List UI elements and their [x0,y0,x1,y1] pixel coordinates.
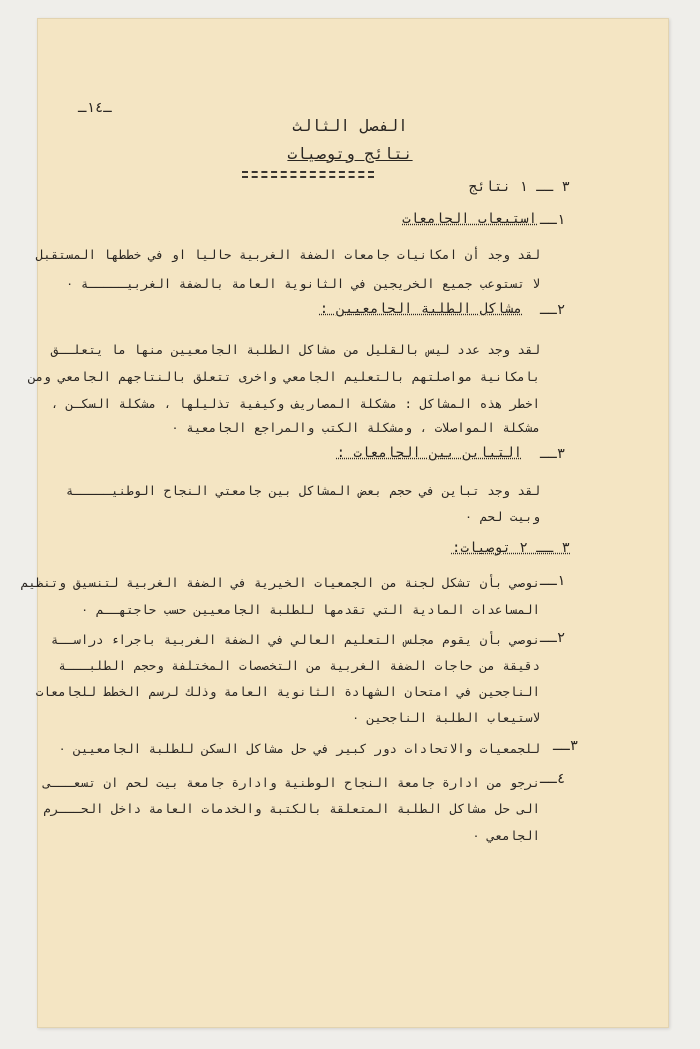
chapter-title: الفصل الثالث [292,116,408,135]
title-rule-top [242,171,374,173]
recommendation-number: ١ــ [540,573,566,589]
section-recommendations-heading: ٣ ــ ٢ توصيات: [451,540,570,556]
recommendation-line: لاستيعاب الطلبة الناجحين ٠ [351,710,540,725]
result-line: اخطر هذه المشاكل : مشكلة المصاريف وكيفية تذليلها ، مشكلة السكـن ، [50,396,540,411]
recommendation-line: الناجحين في امتحان الشهادة الثانوية العامة وذلك لرسم الخطط للجامعات [35,684,540,699]
recommendation-line: للجمعيات والاتحادات دور كبير في حل مشاكل السكن للطلبة الجامعيين ٠ [58,741,540,756]
result-line: بامكانية مواصلتهم بالتعليم الجامعي واخرى تتعلق بالنتاجهم الجامعي ومن [28,369,540,384]
result-line: مشكلة المواصلات ، ومشكلة الكتب والمراجع الجامعية ٠ [171,420,540,435]
recommendation-line: الى حل مشاكل الطلبة المتعلقة بالكتبة والخدمات العامة داخل الحـــرم [43,801,540,816]
result-line: لقد وجد عدد ليس بالقليل من مشاكل الطلبة الجامعيين منها ما يتعلــق [50,342,540,357]
result-number: ٣ــ [540,446,566,462]
chapter-subtitle: نتائج وتوصيات [287,144,413,163]
result-line: لا تستوعب جميع الخريجين في الثانوية العامة بالضفة الغربيـــــة ٠ [65,276,540,291]
result-line: لقد وجد تباين في حجم بعض المشاكل بين جامعتي النجاح الوطنيـــــة [65,483,540,498]
result-heading: التباين بين الجامعات : [336,445,522,461]
recommendation-line: نرجو من ادارة جامعة النجاح الوطنية وادارة جامعة بيت لحم ان تسعـــى [43,775,540,790]
section-results-heading: ٣ ــ ١ نتائج [468,179,570,195]
result-line: لقد وجد أن امكانيات جامعات الضفة الغربية حاليا او في خططها المستقبل [35,247,540,262]
result-line: وبيت لحم ٠ [464,509,540,524]
recommendation-line: المساعدات المادية التي تقدمها للطلبة الجامعيين حسب حاجتهــم ٠ [80,602,540,617]
recommendation-line: نوصي بأن يقوم مجلس التعليم العالي في الضفة الغربية باجراء دراســة [50,632,540,647]
recommendation-number: ٣ــ [553,738,579,754]
result-number: ١ــ [540,212,566,228]
recommendation-line: نوصي بأن تشكل لجنة من الجمعيات الخيرية في الضفة الغربية لتنسيق وتنظيم [20,575,540,590]
page-number: ـ١٤ـ [78,100,112,116]
result-number: ٢ــ [540,302,566,318]
document-page [37,18,669,1028]
recommendation-number: ٢ــ [540,630,566,646]
recommendation-line: الجامعي ٠ [472,828,540,843]
recommendation-number: ٤ــ [540,771,566,787]
result-heading: مشاكل الطلبة الجامعيين : [319,301,522,317]
recommendation-line: دقيقة من حاجات الضفة الغربية من التخصصات المختلفة وحجم الطلبـــة [58,658,540,673]
result-heading: استيعاب الجامعات [402,211,537,227]
title-rule-bottom [242,176,374,178]
